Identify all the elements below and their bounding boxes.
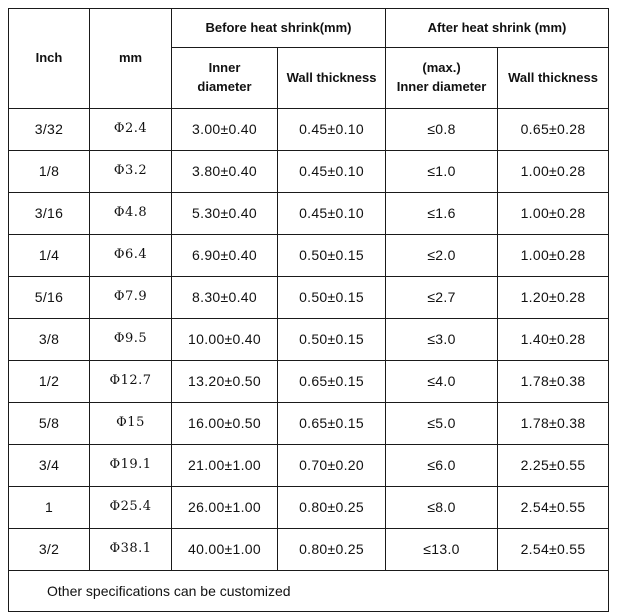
cell-before-inner: 26.00±1.00 [172, 487, 278, 529]
cell-after-inner: ≤8.0 [386, 487, 498, 529]
cell-before-wall: 0.45±0.10 [278, 193, 386, 235]
cell-inch: 3/2 [9, 529, 90, 571]
cell-inch: 1 [9, 487, 90, 529]
cell-after-inner: ≤6.0 [386, 445, 498, 487]
cell-inch: 5/16 [9, 277, 90, 319]
cell-inch: 3/32 [9, 109, 90, 151]
cell-before-inner: 21.00±1.00 [172, 445, 278, 487]
cell-after-inner: ≤2.7 [386, 277, 498, 319]
cell-before-inner: 13.20±0.50 [172, 361, 278, 403]
table-row [9, 109, 609, 151]
cell-before-wall: 0.45±0.10 [278, 109, 386, 151]
cell-inch: 3/16 [9, 193, 90, 235]
table-row [9, 487, 609, 529]
cell-mm: Φ9.5 [90, 319, 172, 361]
cell-mm: Φ19.1 [90, 445, 172, 487]
cell-before-wall: 0.65±0.15 [278, 403, 386, 445]
cell-before-wall: 0.70±0.20 [278, 445, 386, 487]
cell-after-inner: ≤4.0 [386, 361, 498, 403]
cell-after-inner: ≤1.0 [386, 151, 498, 193]
table-row [9, 529, 609, 571]
cell-before-inner: 3.80±0.40 [172, 151, 278, 193]
cell-after-wall: 1.40±0.28 [498, 319, 609, 361]
table-row [9, 361, 609, 403]
table-row [9, 235, 609, 277]
cell-after-wall: 1.20±0.28 [498, 277, 609, 319]
cell-inch: 3/8 [9, 319, 90, 361]
cell-before-inner: 10.00±0.40 [172, 319, 278, 361]
cell-after-wall: 0.65±0.28 [498, 109, 609, 151]
cell-before-wall: 0.80±0.25 [278, 529, 386, 571]
cell-before-inner: 6.90±0.40 [172, 235, 278, 277]
cell-inch: 3/4 [9, 445, 90, 487]
cell-mm: Φ7.9 [90, 277, 172, 319]
header-after-inner-max-label: (max.) [422, 60, 461, 76]
table-row [9, 193, 609, 235]
header-after-wall-thickness: Wall thickness [498, 48, 609, 109]
header-before-inner-diameter [172, 48, 278, 109]
table-row [9, 277, 609, 319]
cell-after-wall: 1.00±0.28 [498, 235, 609, 277]
cell-mm: Φ3.2 [90, 151, 172, 193]
cell-after-inner: ≤13.0 [386, 529, 498, 571]
heat-shrink-spec-table [8, 8, 609, 612]
table-row [9, 445, 609, 487]
header-after-inner-diameter [386, 48, 498, 109]
cell-before-inner: 40.00±1.00 [172, 529, 278, 571]
cell-after-wall: 1.00±0.28 [498, 151, 609, 193]
cell-after-inner: ≤0.8 [386, 109, 498, 151]
table-row [9, 319, 609, 361]
cell-mm: Φ4.8 [90, 193, 172, 235]
header-mm: mm [90, 9, 172, 109]
cell-mm: Φ15 [90, 403, 172, 445]
header-row-groups [9, 9, 609, 48]
cell-inch: 1/8 [9, 151, 90, 193]
header-before-wall-thickness: Wall thickness [278, 48, 386, 109]
cell-mm: Φ2.4 [90, 109, 172, 151]
table-row [9, 151, 609, 193]
header-inch: Inch [9, 9, 90, 109]
cell-before-inner: 3.00±0.40 [172, 109, 278, 151]
header-before-heat-shrink: Before heat shrink(mm) [172, 9, 386, 48]
cell-mm: Φ6.4 [90, 235, 172, 277]
cell-after-inner: ≤2.0 [386, 235, 498, 277]
header-after-heat-shrink: After heat shrink (mm) [386, 9, 609, 48]
cell-inch: 1/2 [9, 361, 90, 403]
cell-after-wall: 2.54±0.55 [498, 487, 609, 529]
cell-mm: Φ12.7 [90, 361, 172, 403]
cell-before-inner: 8.30±0.40 [172, 277, 278, 319]
cell-before-inner: 16.00±0.50 [172, 403, 278, 445]
footer-note-row [9, 571, 609, 612]
footer-note: Other specifications can be customized [9, 571, 609, 612]
cell-after-inner: ≤5.0 [386, 403, 498, 445]
header-before-inner-diameter-label: Inner diameter [197, 60, 252, 94]
cell-before-inner: 5.30±0.40 [172, 193, 278, 235]
cell-after-wall: 1.78±0.38 [498, 361, 609, 403]
cell-after-wall: 1.78±0.38 [498, 403, 609, 445]
cell-mm: Φ25.4 [90, 487, 172, 529]
table-row [9, 403, 609, 445]
cell-before-wall: 0.50±0.15 [278, 235, 386, 277]
cell-after-inner: ≤1.6 [386, 193, 498, 235]
cell-before-wall: 0.50±0.15 [278, 277, 386, 319]
cell-before-wall: 0.80±0.25 [278, 487, 386, 529]
cell-after-wall: 1.00±0.28 [498, 193, 609, 235]
cell-before-wall: 0.50±0.15 [278, 319, 386, 361]
cell-before-wall: 0.45±0.10 [278, 151, 386, 193]
cell-after-wall: 2.54±0.55 [498, 529, 609, 571]
header-after-inner-diameter-label: Inner diameter [396, 79, 487, 94]
cell-before-wall: 0.65±0.15 [278, 361, 386, 403]
cell-inch: 5/8 [9, 403, 90, 445]
cell-after-wall: 2.25±0.55 [498, 445, 609, 487]
cell-after-inner: ≤3.0 [386, 319, 498, 361]
cell-inch: 1/4 [9, 235, 90, 277]
cell-mm: Φ38.1 [90, 529, 172, 571]
